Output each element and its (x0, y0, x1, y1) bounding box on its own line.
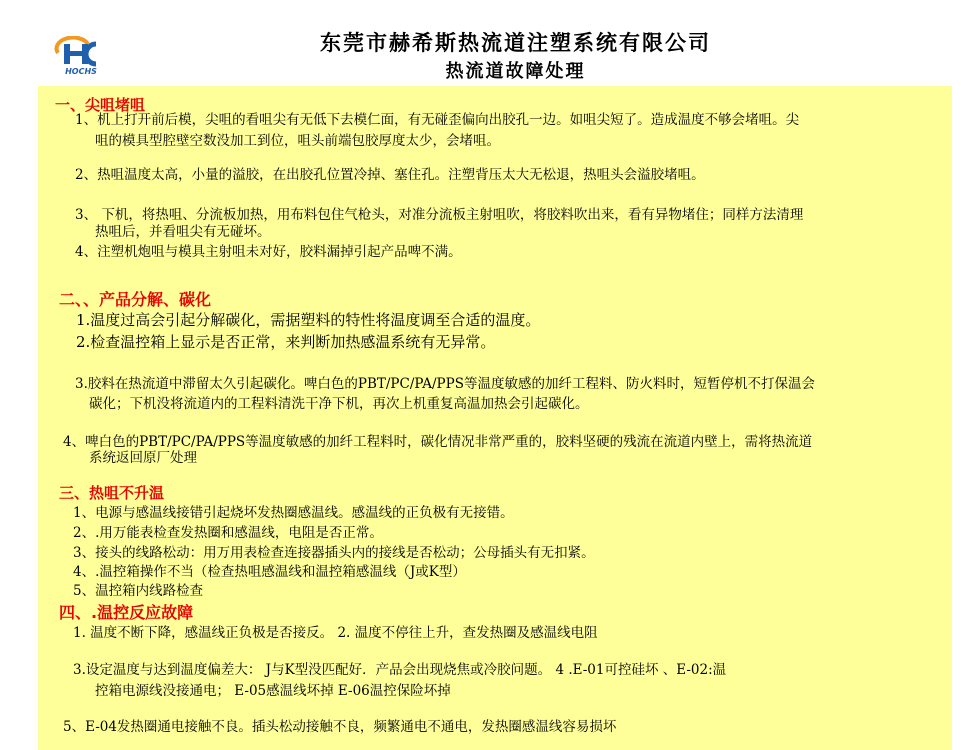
section-3-item-3: 3、接头的线路松动：用万用表检查连接器插头内的接线是否松动；公母插头有无扣紧。 (73, 545, 595, 561)
section-2-item-3-line-2: 碳化；下机没将流道内的工程料清洗干净下机，再次上机重复高温加热会引起碳化。 (89, 396, 589, 412)
section-3-item-2: 2、.用万能表检查发热圈和感温线，电阻是否正常。 (73, 525, 383, 541)
section-1-heading: 一、尖咀堵咀 (55, 96, 146, 114)
section-4-item-3: 5、E-04发热圈通电接触不良。插头松动接触不良，频繁通电不通电，发热圈感温线容易损坏 (63, 719, 617, 735)
section-3-heading: 三、热咀不升温 (59, 484, 165, 502)
section-1-item-3-line-1: 3、 下机，将热咀、分流板加热，用布料包住气枪头，对准分流板主射咀吹，将胶料吹出来，看有异物堵住；同样方法清理 (75, 207, 804, 223)
section-1-item-3-line-2: 热咀后，并看咀尖有无碰坏。 (95, 224, 271, 240)
section-3-item-5: 5、温控箱内线路检查 (73, 583, 204, 599)
section-2-item-1: 1.温度过高会引起分解碳化，需据塑料的特性将温度调至合适的温度。 (76, 311, 541, 329)
page-subtitle: 热流道故障处理 (445, 61, 586, 82)
section-3-item-4: 4、.温控箱操作不当（检查热咀感温线和温控箱感温线（J或K型） (73, 564, 466, 580)
section-4-heading: 四、.温控反应故障 (59, 603, 194, 622)
content-panel (38, 86, 952, 750)
section-1-item-1-line-2: 咀的模具型腔壁空数没加工到位，咀头前端包胶厚度太少，会堵咀。 (95, 133, 500, 149)
section-2-item-4-line-2: 系统返回原厂处理 (89, 450, 197, 466)
logo-text: HOCHS (65, 67, 97, 76)
section-1-item-1-line-1: 1、机上打开前后模，尖咀的看咀尖有无低下去模仁面，有无碰歪偏向出胶孔一边。如咀尖短了。造成温度不够会堵咀。尖 (75, 112, 800, 128)
section-4-item-2-line-1: 3.设定温度与达到温度偏差大： J与K型没匹配好．产品会出现烧焦或冷胶问题。 4 .E-01可控硅坏 、E-02:温 (73, 662, 727, 678)
section-2-item-2: 2.检查温控箱上显示是否正常，来判断加热感温系统有无异常。 (76, 333, 496, 351)
section-4-item-1: 1. 温度不断下降，感温线正负极是否接反。 2. 温度不停往上升，查发热圈及感温线电阻 (73, 625, 598, 641)
section-2-heading: 二、、产品分解、碳化 (59, 290, 212, 309)
section-2-item-3-line-1: 3.胶料在热流道中滞留太久引起碳化。啤白色的PBT/PC/PA/PPS等温度敏感的加纤工程料、防火料时，短暂停机不打保温会 (75, 376, 815, 392)
section-1-item-4: 4、注塑机炮咀与模具主射咀未对好，胶料漏掉引起产品啤不满。 (75, 244, 462, 260)
section-2-item-4-line-1: 4、啤白色的PBT/PC/PA/PPS等温度敏感的加纤工程料时，碳化情况非常严重的，胶料坚硬的残流在流道内壁上，需将热流道 (63, 434, 813, 450)
section-3-item-1: 1、电源与感温线接错引起烧坏发热圈感温线。感温线的正负极有无接错。 (73, 505, 514, 521)
section-1-item-2: 2、热咀温度太高，小量的溢胶，在出胶孔位置冷掉、塞住孔。注塑背压太大无松退，热咀头会溢胶堵咀。 (75, 167, 705, 183)
company-title: 东莞市赫希斯热流道注塑系统有限公司 (320, 31, 711, 55)
section-4-item-2-line-2: 控箱电源线没接通电； E-05感温线坏掉 E-06温控保险坏掉 (95, 683, 451, 699)
